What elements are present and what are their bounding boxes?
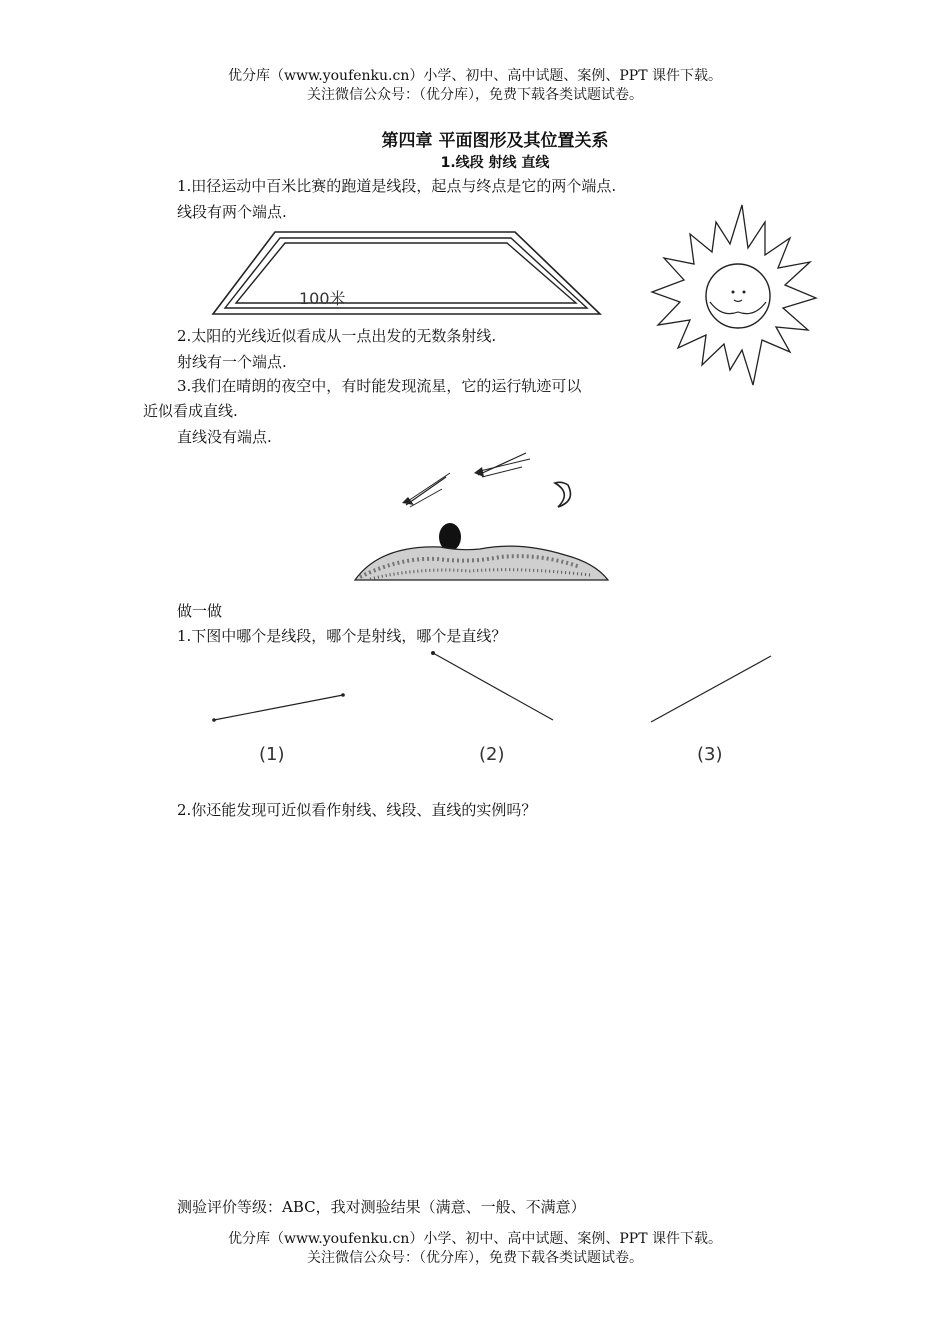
paragraph-segment-rule: 线段有两个端点. xyxy=(177,203,287,221)
paragraph-ray-rule: 射线有一个端点. xyxy=(177,353,287,371)
figure-label-2: (2) xyxy=(479,744,505,765)
paragraph-line-example: 3.我们在晴朗的夜空中，有时能发现流星，它的运行轨迹可以 xyxy=(177,377,582,395)
exercise-heading: 做一做 xyxy=(177,602,223,620)
evaluation-line: 测验评价等级：ABC，我对测验结果（满意、一般、不满意） xyxy=(177,1198,586,1216)
paragraph-ray-example: 2.太阳的光线近似看成从一点出发的无数条射线. xyxy=(177,327,497,345)
paragraph-line-example-cont: 近似看成直线. xyxy=(143,402,238,420)
figure-label-3: (3) xyxy=(697,744,723,765)
paragraph-line-rule: 直线没有端点. xyxy=(177,428,272,446)
footer-line-2: 关注微信公众号：（优分库），免费下载各类试题试卷。 xyxy=(307,1250,643,1266)
figure-ray xyxy=(425,647,560,727)
sun-illustration xyxy=(650,200,820,390)
section-title: 1.线段 射线 直线 xyxy=(440,155,550,171)
footer-line-1: 优分库（www.youfenku.cn）小学、初中、高中试题、案例、PPT 课件下载。 xyxy=(227,1231,722,1247)
figure-segment xyxy=(205,688,350,728)
exercise-question-1: 1.下图中哪个是线段，哪个是射线，哪个是直线？ xyxy=(177,627,507,645)
exercise-question-2: 2.你还能发现可近似看作射线、线段、直线的实例吗？ xyxy=(177,801,537,819)
figure-label-1: (1) xyxy=(259,744,285,765)
running-track-illustration xyxy=(205,228,605,320)
header-line-1: 优分库（www.youfenku.cn）小学、初中、高中试题、案例、PPT 课件下载。 xyxy=(227,68,722,84)
header-line-2: 关注微信公众号：（优分库），免费下载各类试题试卷。 xyxy=(307,87,643,103)
paragraph-segment-example: 1.田径运动中百米比赛的跑道是线段，起点与终点是它的两个端点. xyxy=(177,177,617,195)
figure-line xyxy=(645,650,775,730)
chapter-title: 第四章 平面图形及其位置关系 xyxy=(381,131,609,151)
track-distance-label: 100米 xyxy=(299,289,346,308)
night-sky-illustration xyxy=(350,445,610,590)
